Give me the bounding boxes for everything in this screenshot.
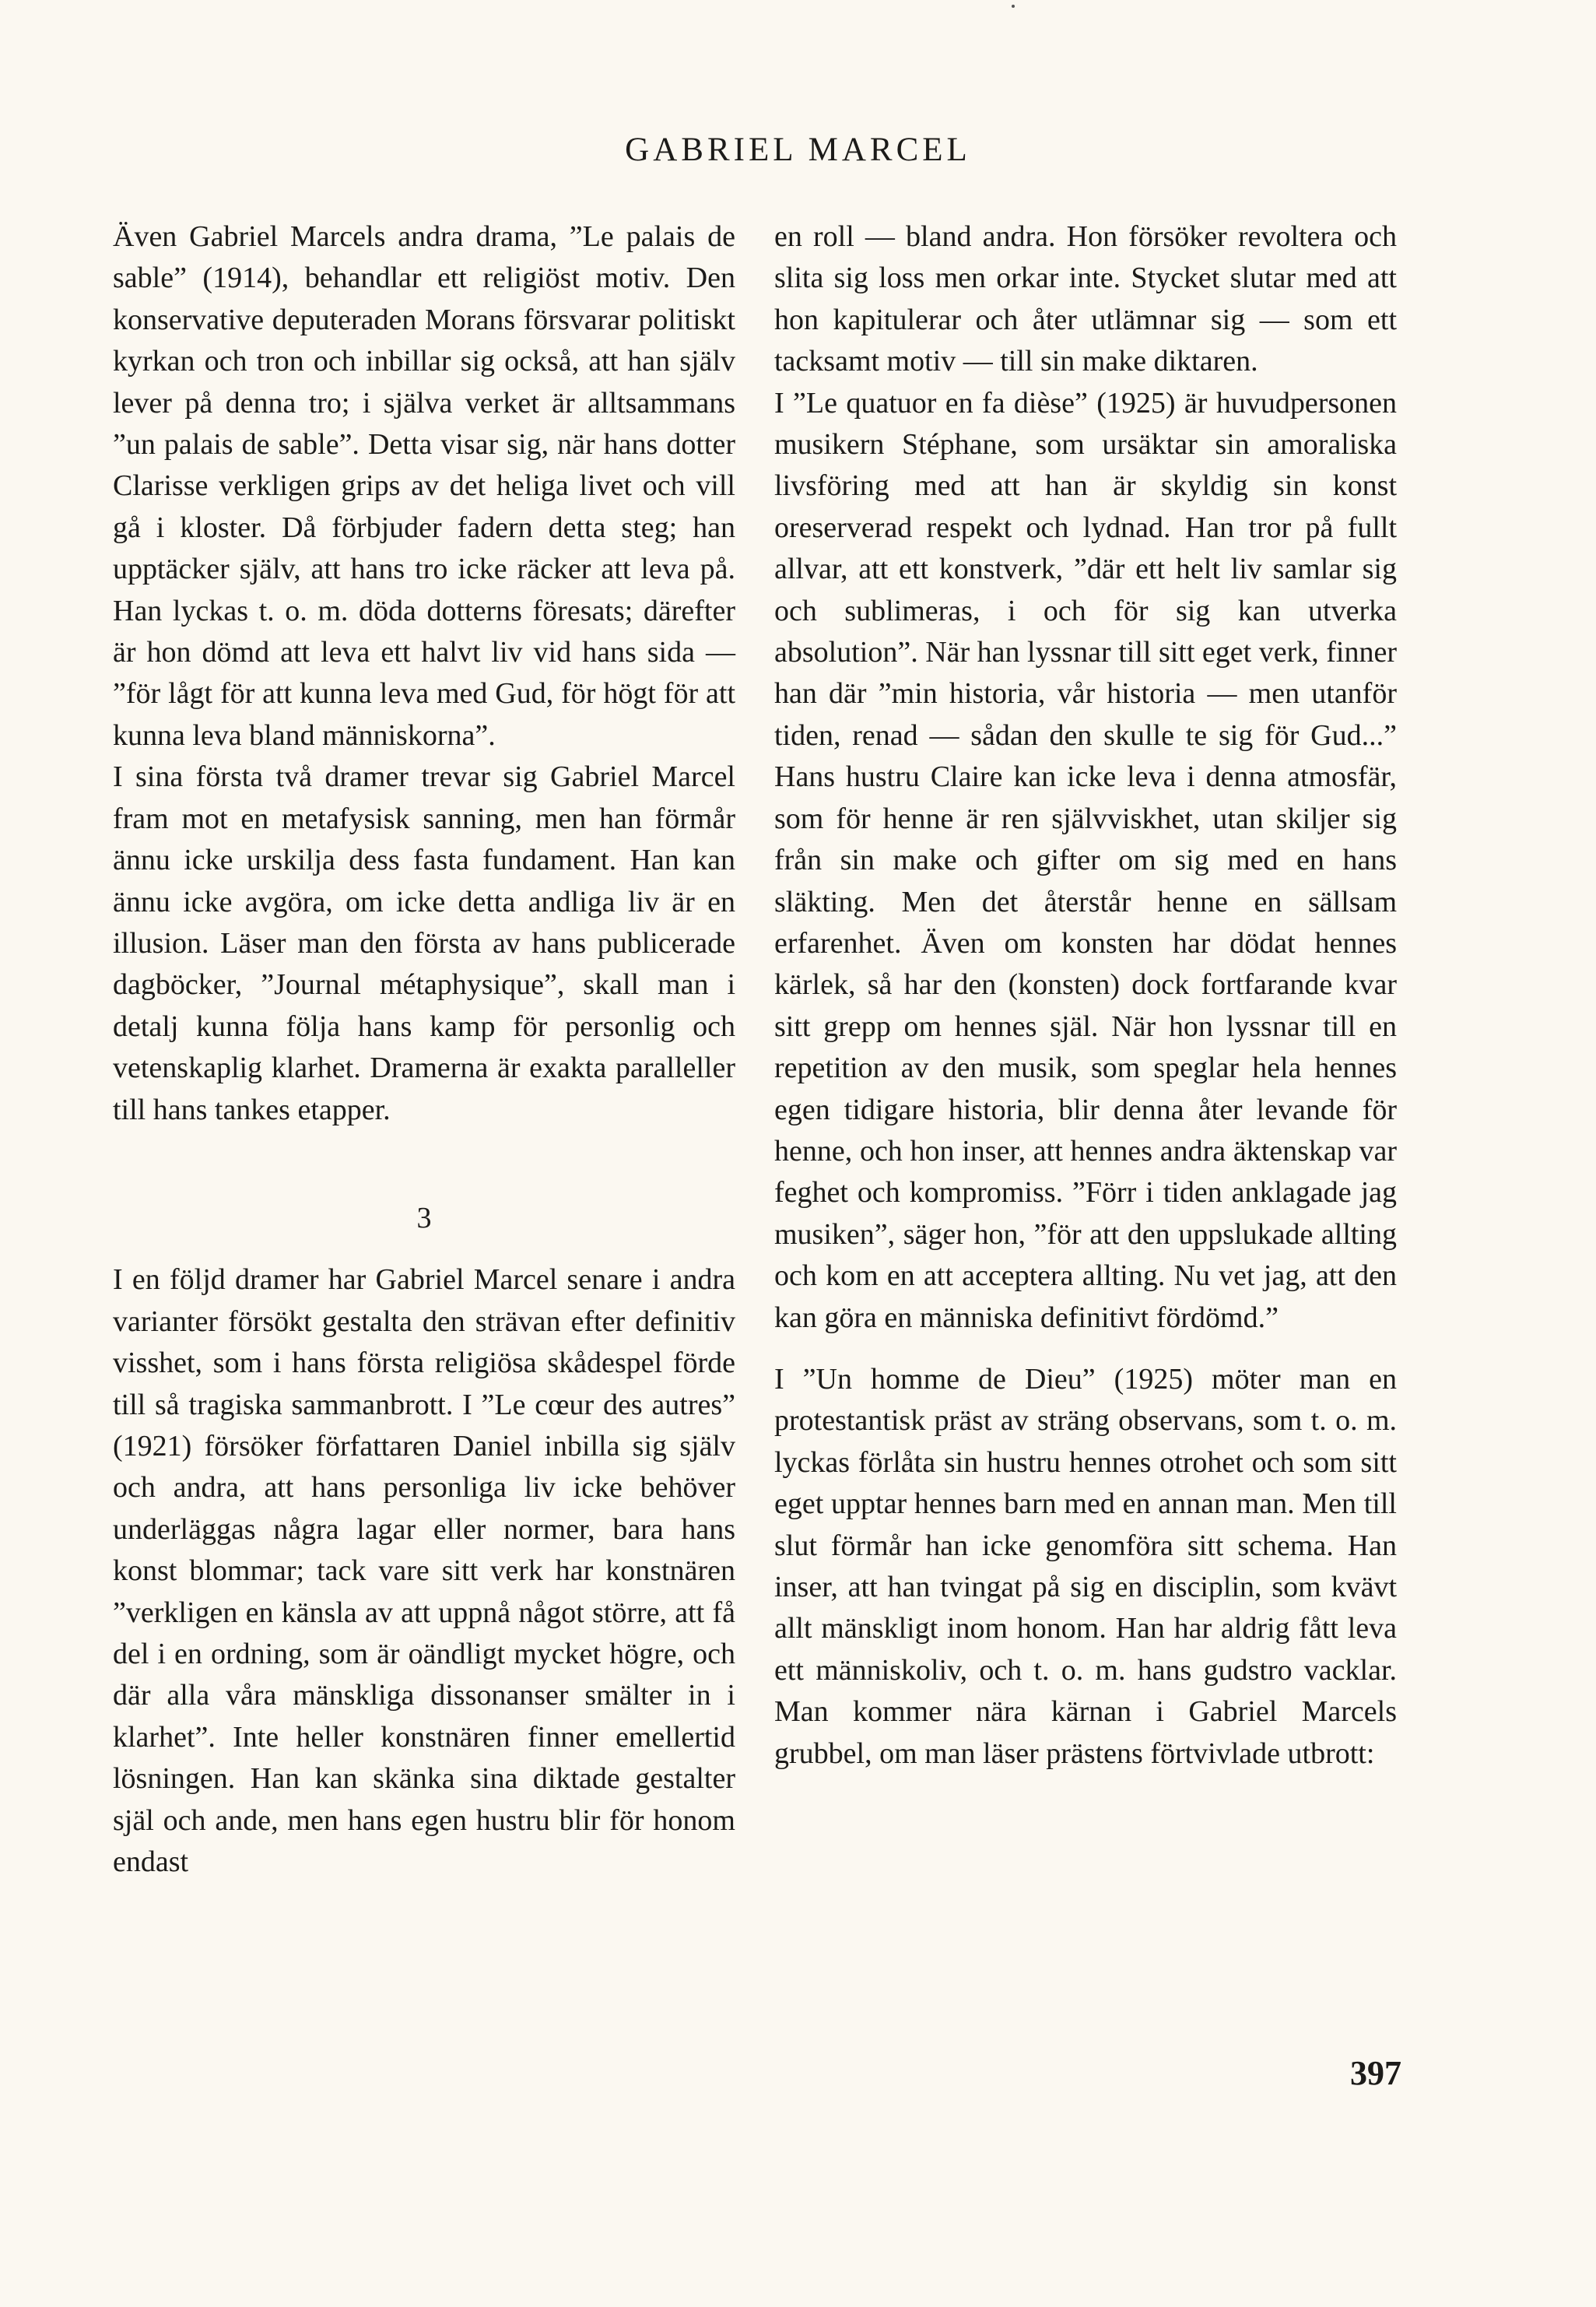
right-column bbox=[774, 216, 1397, 1775]
left-column bbox=[113, 216, 735, 1883]
paragraph-un-homme-de-dieu: I ”Un homme de Dieu” (1925) möter man en protestantisk präst av sträng observans, som t. o. m. lyckas förlåta sin hustru hennes otrohet och som sitt eget upptar hennes barn med en annan man. Men till slut förmår han icke genomföra sitt schema. Han inser, att han tvingat på sig en disciplin, som kvävt allt mänskligt inom honom. Han har aldrig fått leva ett människoliv, och t. o. m. hans gudstro vacklar. Man kommer nära kärnan i Gabriel Marcels grubbel, om man läser prästens förtvivlade utbrott: bbox=[774, 1362, 1397, 1770]
section-number: 3 bbox=[416, 1201, 432, 1234]
page-number: 397 bbox=[1350, 2054, 1401, 2092]
paragraph-le-quatuor: I ”Le quatuor en fa dièse” (1925) är huvudpersonen musikern Stéphane, som ursäktar sin amoraliska livsföring med att han är skyldig sin konst oreserverad respekt och lydnad. Han tror på fullt allvar, att ett konstverk, ”där ett helt liv samlar sig och sublimeras, i och för sig kan utverka absolution”. När han lyssnar till sitt eget verk, finner han där ”min historia, vår historia — men utanför tiden, renad — sådan den skulle te sig för Gud...” Hans hustru Claire kan icke leva i denna atmosfär, som för henne är ren självviskhet, utan skiljer sig från sin make och gifter om sig med en hans släkting. Men det återstår henne en sällsam erfarenhet. Även om konsten har dödat hennes kärlek, så har den (konsten) dock fortfarande kvar sitt grepp om hennes själ. När hon lyssnar till en repetition av den musik, som speglar hela hennes egen tidigare historia, blir denna åter levande för henne, och hon inser, att hennes andra äktenskap var feghet och kompromiss. ”Förr i tiden anklagade jag musiken”, säger hon, ”för att den uppslukade allting och kom en att acceptera allting. Nu vet jag, att den kan göra en människa definitivt fördömd.” bbox=[774, 386, 1397, 1334]
running-head: GABRIEL MARCEL bbox=[625, 132, 971, 168]
print-speck bbox=[1012, 5, 1015, 8]
paragraph-metafysisk-sanning: I sina första två dramer trevar sig Gabriel Marcel fram mot en metafysisk sanning, men han förmår ännu icke urskilja dess fasta fundament. Han kan ännu icke avgöra, om icke detta andliga liv är en illusion. Läser man den första av hans publicerade dagböcker, ”Journal métaphysique”, skall man i detalj kunna följa hans kamp för personlig och vetenskaplig klarhet. Dramerna är exakta paralleller till hans tankes etapper. bbox=[113, 760, 735, 1126]
paragraph-le-coeur-des-autres: I en följd dramer har Gabriel Marcel senare i andra varianter försökt gestalta den strävan efter definitiv visshet, som i hans första religiösa skådespel förde till så tragiska sammanbrott. I ”Le cœur des autres” (1921) försöker författaren Daniel inbilla sig själv och andra, att hans personliga liv icke behöver underläggas några lagar eller normer, bara hans konst blommar; tack vare sitt verk har konstnären ”verkligen en känsla av att uppnå något större, att få del i en ordning, som är oändligt mycket högre, och där alla våra mänskliga dissonanser smälter in i klarhet”. Inte heller konstnären finner emellertid lösningen. Han kan skänka sina diktade gestalter själ och ande, men hans egen hustru blir för honom endast bbox=[113, 1263, 735, 1879]
paragraph-en-roll: en roll — bland andra. Hon försöker revoltera och slita sig loss men orkar inte. Stycket slutar med att hon kapitulerar och åter utlämnar sig — som ett tacksamt motiv — till sin make diktaren. bbox=[774, 220, 1397, 378]
paragraph-le-palais-de-sable: Även Gabriel Marcels andra drama, ”Le palais de sable” (1914), behandlar ett religiöst motiv. Den konservative deputeraden Morans försvarar politiskt kyrkan och tron och inbillar sig också, att han själv lever på denna tro; i själva verket är alltsammans ”un palais de sable”. Detta visar sig, när hans dotter Clarisse verkligen grips av det heliga livet och vill gå i kloster. Då förbjuder fadern detta steg; han upptäcker själv, att hans tro icke räcker att leva på. Han lyckas t. o. m. döda dotterns föresats; därefter är hon dömd att leva ett halvt liv vid hans sida — ”för lågt för att kunna leva med Gud, för högt för att kunna leva bland människorna”. bbox=[113, 220, 735, 752]
